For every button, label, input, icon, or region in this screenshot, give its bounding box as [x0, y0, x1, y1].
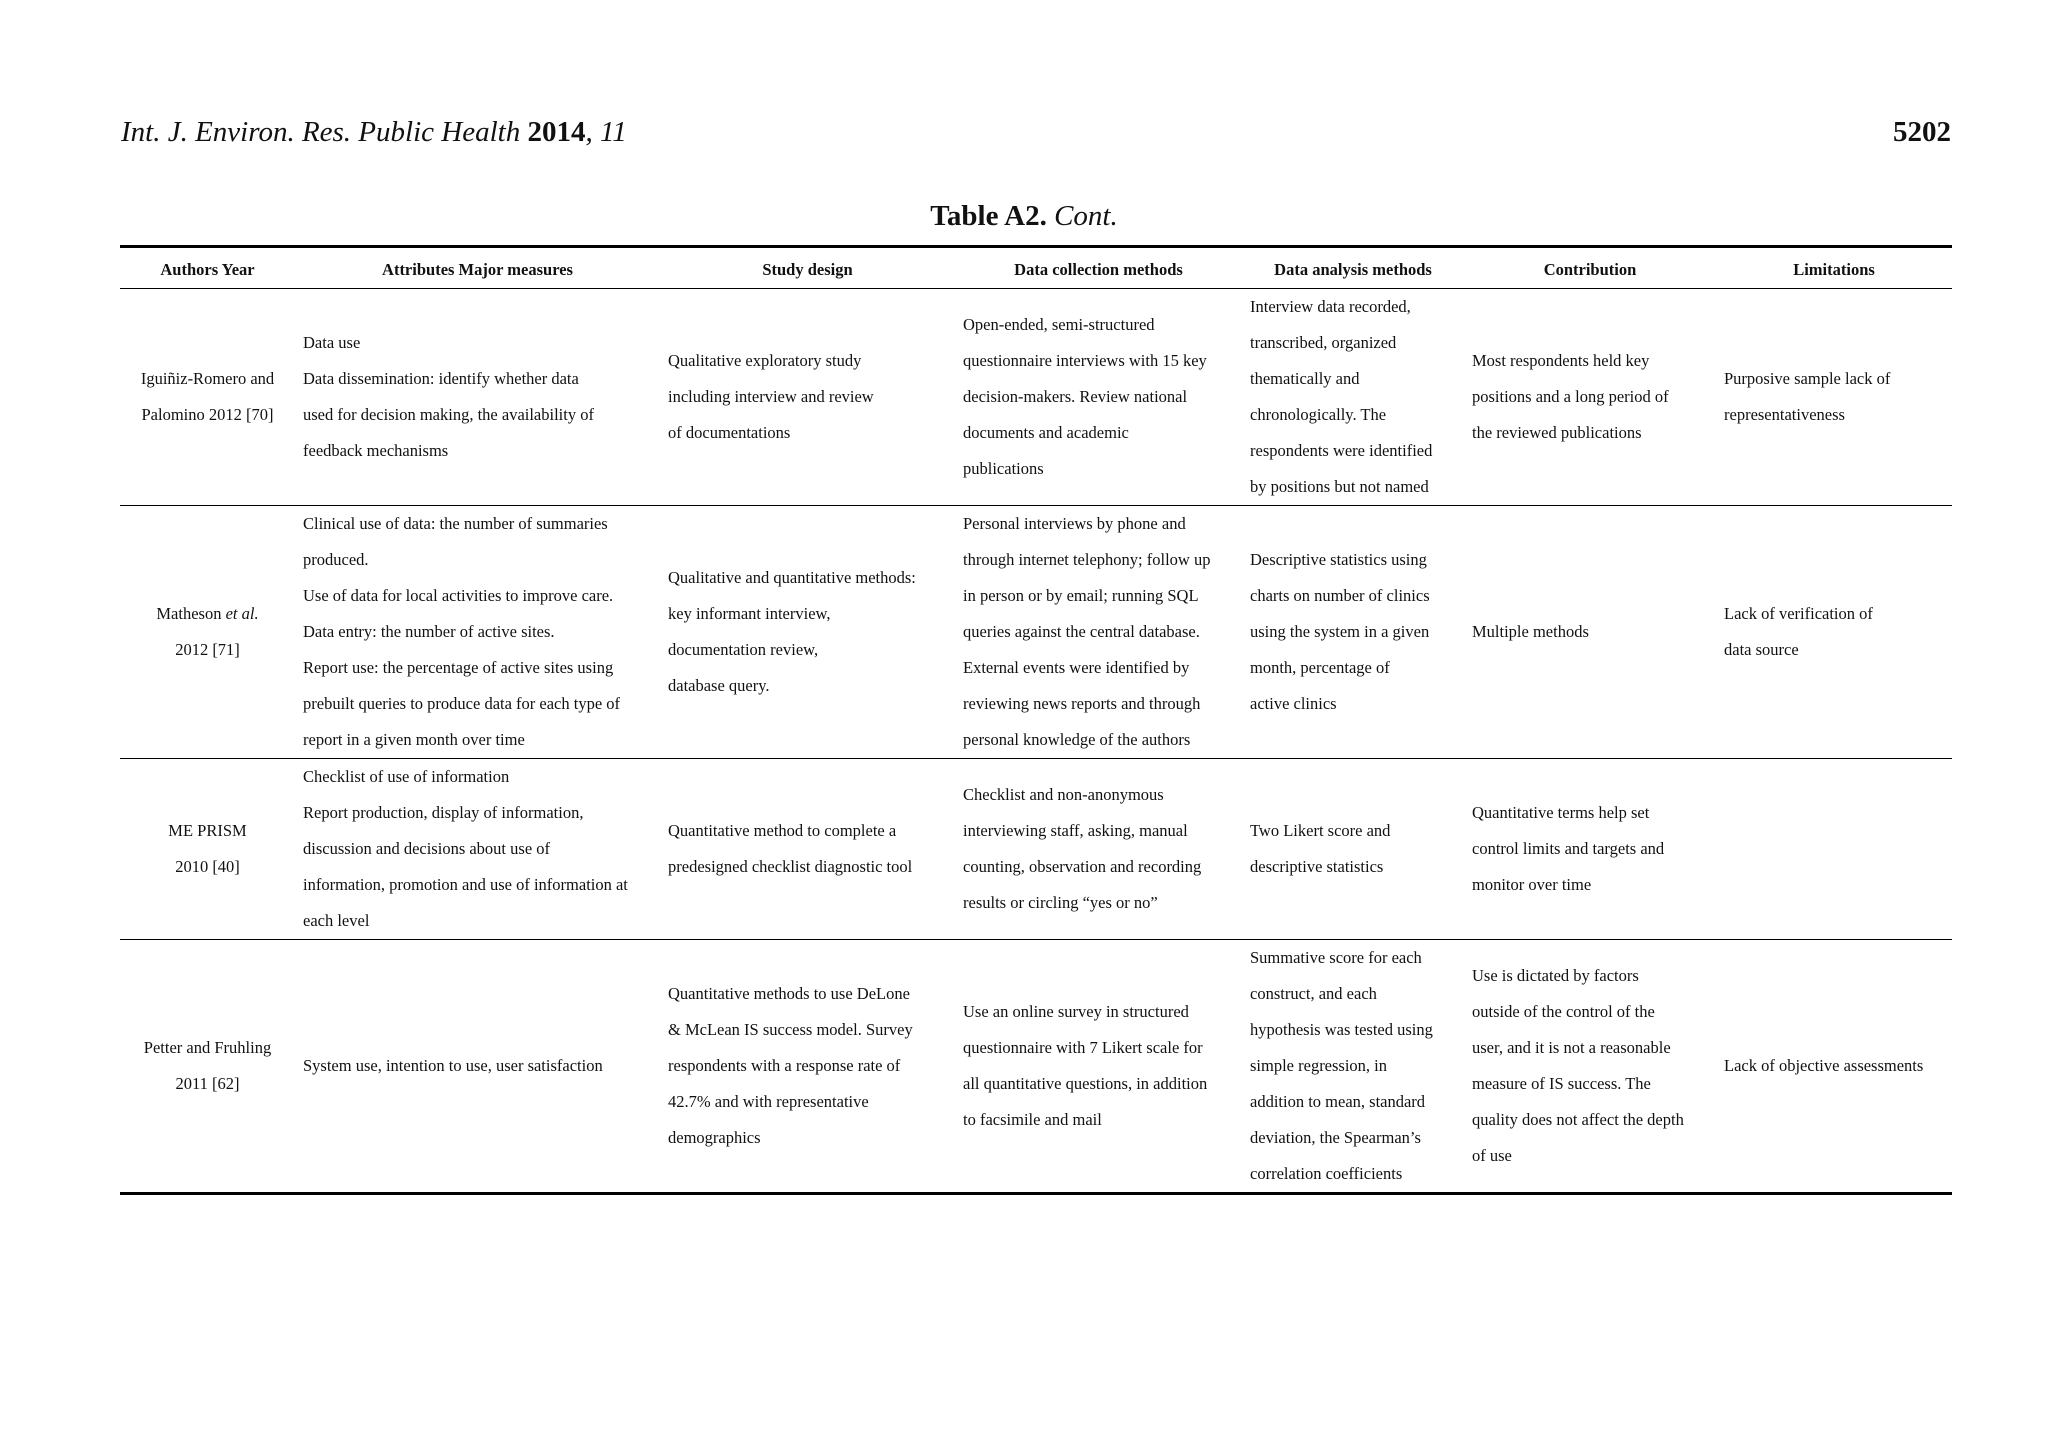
- author-cell: [120, 940, 295, 1194]
- data-table: [120, 245, 1952, 1195]
- journal-volume: 11: [599, 116, 627, 148]
- cell-text-line: in person or by email; running SQL: [963, 586, 1199, 605]
- author-name: [128, 1030, 287, 1066]
- cell-text-line: External events were identified by: [963, 658, 1190, 677]
- cell-text-line: produced.: [303, 550, 369, 569]
- limitations-cell: [1716, 506, 1952, 759]
- table-body: [120, 289, 1952, 1194]
- study-design-cell: [660, 759, 955, 940]
- cell-text-line: measure of IS success. The: [1472, 1074, 1651, 1093]
- cell-text-line: demographics: [668, 1128, 761, 1147]
- cell-text-line: control limits and targets and: [1472, 839, 1665, 858]
- study-design-cell: [660, 940, 955, 1194]
- attributes-cell: [295, 289, 660, 506]
- journal-citation: [121, 112, 627, 152]
- cell-text-line: Personal interviews by phone and: [963, 514, 1186, 533]
- data-collection-cell: [955, 759, 1242, 940]
- cell-text-line: user, and it is not a reasonable: [1472, 1038, 1671, 1057]
- cell-text-line: & McLean IS success model. Survey: [668, 1020, 913, 1039]
- column-header-data-collection: Data collection methods: [1014, 260, 1183, 279]
- cell-text-line: Open-ended, semi-structured: [963, 315, 1155, 334]
- cell-text-line: respondents were identified: [1250, 441, 1433, 460]
- cell-text-line: feedback mechanisms: [303, 441, 449, 460]
- cell-text-line: monitor over time: [1472, 875, 1592, 894]
- data-collection-cell: [955, 940, 1242, 1194]
- cell-text-line: addition to mean, standard: [1250, 1092, 1426, 1111]
- cell-text-line: deviation, the Spearman’s: [1250, 1128, 1421, 1147]
- cell-text-line: Use is dictated by factors: [1472, 966, 1639, 985]
- cell-text-line: Report production, display of information,: [303, 803, 584, 822]
- cell-text-line: Lack of verification of: [1724, 604, 1873, 623]
- cell-text-line: chronologically. The: [1250, 405, 1387, 424]
- cell-text-line: Lack of objective assessments: [1724, 1056, 1924, 1075]
- cell-text-line: of documentations: [668, 423, 791, 442]
- cell-text-line: counting, observation and recording: [963, 857, 1202, 876]
- author-name-italic: et al.: [225, 604, 259, 623]
- cell-text-line: Multiple methods: [1472, 622, 1589, 641]
- cell-text-line: Checklist and non-anonymous: [963, 785, 1164, 804]
- citation-separator: ,: [585, 116, 600, 148]
- author-name-text: Matheson: [156, 604, 222, 623]
- cell-text-line: month, percentage of: [1250, 658, 1390, 677]
- cell-text-line: reviewing news reports and through: [963, 694, 1201, 713]
- column-header-contribution: Contribution: [1543, 260, 1637, 279]
- cell-text-line: construct, and each: [1250, 984, 1377, 1003]
- column-header-authors-year: Authors Year: [160, 260, 255, 279]
- author-year: Palomino 2012 [70]: [141, 405, 274, 424]
- cell-text-line: documents and academic: [963, 423, 1129, 442]
- cell-text-line: System use, intention to use, user satisfaction: [303, 1056, 603, 1075]
- table-row: [120, 506, 1952, 759]
- author-cell: [120, 506, 295, 759]
- author-cell: [120, 759, 295, 940]
- data-analysis-cell: [1242, 506, 1464, 759]
- author-name-text: Petter and Fruhling: [143, 1038, 272, 1057]
- cell-text-line: 42.7% and with representative: [668, 1092, 869, 1111]
- cell-text-line: database query.: [668, 676, 770, 695]
- data-analysis-cell: [1242, 289, 1464, 506]
- cell-text-line: Summative score for each: [1250, 948, 1422, 967]
- page-number: 5202: [1893, 116, 1951, 148]
- cell-text-line: queries against the central database.: [963, 622, 1200, 641]
- author-name: [128, 813, 287, 849]
- cell-text-line: Use an online survey in structured: [963, 1002, 1189, 1021]
- attributes-cell: [295, 759, 660, 940]
- author-name: [128, 596, 287, 632]
- table-caption-suffix: Cont.: [1054, 200, 1118, 232]
- data-collection-cell: [955, 289, 1242, 506]
- data-analysis-cell: [1242, 759, 1464, 940]
- limitations-cell: [1716, 289, 1952, 506]
- cell-text-line: report in a given month over time: [303, 730, 525, 749]
- cell-text-line: documentation review,: [668, 640, 819, 659]
- column-header-study-design: Study design: [762, 260, 853, 279]
- column-header-limitations: Limitations: [1793, 260, 1875, 279]
- attributes-cell: [295, 506, 660, 759]
- cell-text-line: Descriptive statistics using: [1250, 550, 1427, 569]
- cell-text-line: Quantitative method to complete a: [668, 821, 897, 840]
- cell-text-line: questionnaire interviews with 15 key: [963, 351, 1207, 370]
- contribution-cell: [1464, 940, 1716, 1194]
- cell-text-line: Two Likert score and: [1250, 821, 1391, 840]
- cell-text-line: using the system in a given: [1250, 622, 1430, 641]
- author-year: 2011 [62]: [175, 1074, 240, 1093]
- author-year: 2010 [40]: [175, 857, 240, 876]
- table-caption-label: Table A2.: [930, 200, 1047, 232]
- cell-text-line: Quantitative methods to use DeLone: [668, 984, 910, 1003]
- cell-text-line: key informant interview,: [668, 604, 831, 623]
- cell-text-line: Qualitative exploratory study: [668, 351, 862, 370]
- cell-text-line: publications: [963, 459, 1044, 478]
- cell-text-line: transcribed, organized: [1250, 333, 1397, 352]
- cell-text-line: data source: [1724, 640, 1799, 659]
- cell-text-line: positions and a long period of: [1472, 387, 1669, 406]
- cell-text-line: Most respondents held key: [1472, 351, 1650, 370]
- cell-text-line: quality does not affect the depth: [1472, 1110, 1684, 1129]
- cell-text-line: charts on number of clinics: [1250, 586, 1430, 605]
- cell-text-line: interviewing staff, asking, manual: [963, 821, 1188, 840]
- contribution-cell: [1464, 506, 1716, 759]
- contribution-cell: [1464, 289, 1716, 506]
- author-name-text: Iguiñiz-Romero and: [140, 369, 275, 388]
- author-name-text: ME PRISM: [168, 821, 247, 840]
- cell-text-line: hypothesis was tested using: [1250, 1020, 1433, 1039]
- journal-name: Int. J. Environ. Res. Public Health: [121, 116, 521, 148]
- cell-text-line: descriptive statistics: [1250, 857, 1384, 876]
- cell-text-line: correlation coefficients: [1250, 1164, 1403, 1183]
- cell-text-line: results or circling “yes or no”: [963, 893, 1158, 912]
- cell-text-line: each level: [303, 911, 370, 930]
- cell-text-line: including interview and review: [668, 387, 874, 406]
- cell-text-line: used for decision making, the availability of: [303, 405, 594, 424]
- cell-text-line: to facsimile and mail: [963, 1110, 1102, 1129]
- cell-text-line: thematically and: [1250, 369, 1360, 388]
- cell-text-line: simple regression, in: [1250, 1056, 1388, 1075]
- data-analysis-cell: [1242, 940, 1464, 1194]
- cell-text-line: the reviewed publications: [1472, 423, 1642, 442]
- table-row: [120, 759, 1952, 940]
- cell-text-line: decision-makers. Review national: [963, 387, 1188, 406]
- limitations-cell: [1716, 759, 1952, 940]
- cell-text-line: all quantitative questions, in addition: [963, 1074, 1208, 1093]
- cell-text-line: Qualitative and quantitative methods:: [668, 568, 916, 587]
- column-header-attributes: Attributes Major measures: [382, 260, 573, 279]
- cell-text-line: information, promotion and use of information at: [303, 875, 628, 894]
- cell-text-line: prebuilt queries to produce data for each type of: [303, 694, 621, 713]
- attributes-cell: [295, 940, 660, 1194]
- cell-text-line: Data dissemination: identify whether data: [303, 369, 579, 388]
- contribution-cell: [1464, 759, 1716, 940]
- author-year: 2012 [71]: [175, 640, 240, 659]
- cell-text-line: of use: [1472, 1146, 1512, 1165]
- cell-text-line: questionnaire with 7 Likert scale for: [963, 1038, 1203, 1057]
- author-name: [128, 361, 287, 397]
- journal-year: 2014: [527, 116, 586, 148]
- cell-text-line: representativeness: [1724, 405, 1845, 424]
- table-header-row: [120, 247, 1952, 289]
- cell-text-line: Data entry: the number of active sites.: [303, 622, 555, 641]
- cell-text-line: Use of data for local activities to improve care.: [303, 586, 614, 605]
- running-header: [121, 112, 1951, 152]
- author-cell: [120, 289, 295, 506]
- cell-text-line: respondents with a response rate of: [668, 1056, 901, 1075]
- cell-text-line: active clinics: [1250, 694, 1337, 713]
- cell-text-line: by positions but not named: [1250, 477, 1429, 496]
- table-row: [120, 940, 1952, 1194]
- column-header-data-analysis: Data analysis methods: [1274, 260, 1432, 279]
- cell-text-line: Data use: [303, 333, 361, 352]
- cell-text-line: Checklist of use of information: [303, 767, 510, 786]
- cell-text-line: predesigned checklist diagnostic tool: [668, 857, 913, 876]
- cell-text-line: discussion and decisions about use of: [303, 839, 551, 858]
- cell-text-line: Quantitative terms help set: [1472, 803, 1650, 822]
- study-design-cell: [660, 506, 955, 759]
- cell-text-line: personal knowledge of the authors: [963, 730, 1191, 749]
- data-collection-cell: [955, 506, 1242, 759]
- cell-text-line: Clinical use of data: the number of summaries: [303, 514, 608, 533]
- study-design-cell: [660, 289, 955, 506]
- cell-text-line: Interview data recorded,: [1250, 297, 1411, 316]
- limitations-cell: [1716, 940, 1952, 1194]
- table-row: [120, 289, 1952, 506]
- table-header: [120, 247, 1952, 289]
- cell-text-line: Purposive sample lack of: [1724, 369, 1891, 388]
- cell-text-line: outside of the control of the: [1472, 1002, 1655, 1021]
- table-caption: [0, 196, 2048, 236]
- cell-text-line: Report use: the percentage of active sites using: [303, 658, 614, 677]
- cell-text-line: through internet telephony; follow up: [963, 550, 1211, 569]
